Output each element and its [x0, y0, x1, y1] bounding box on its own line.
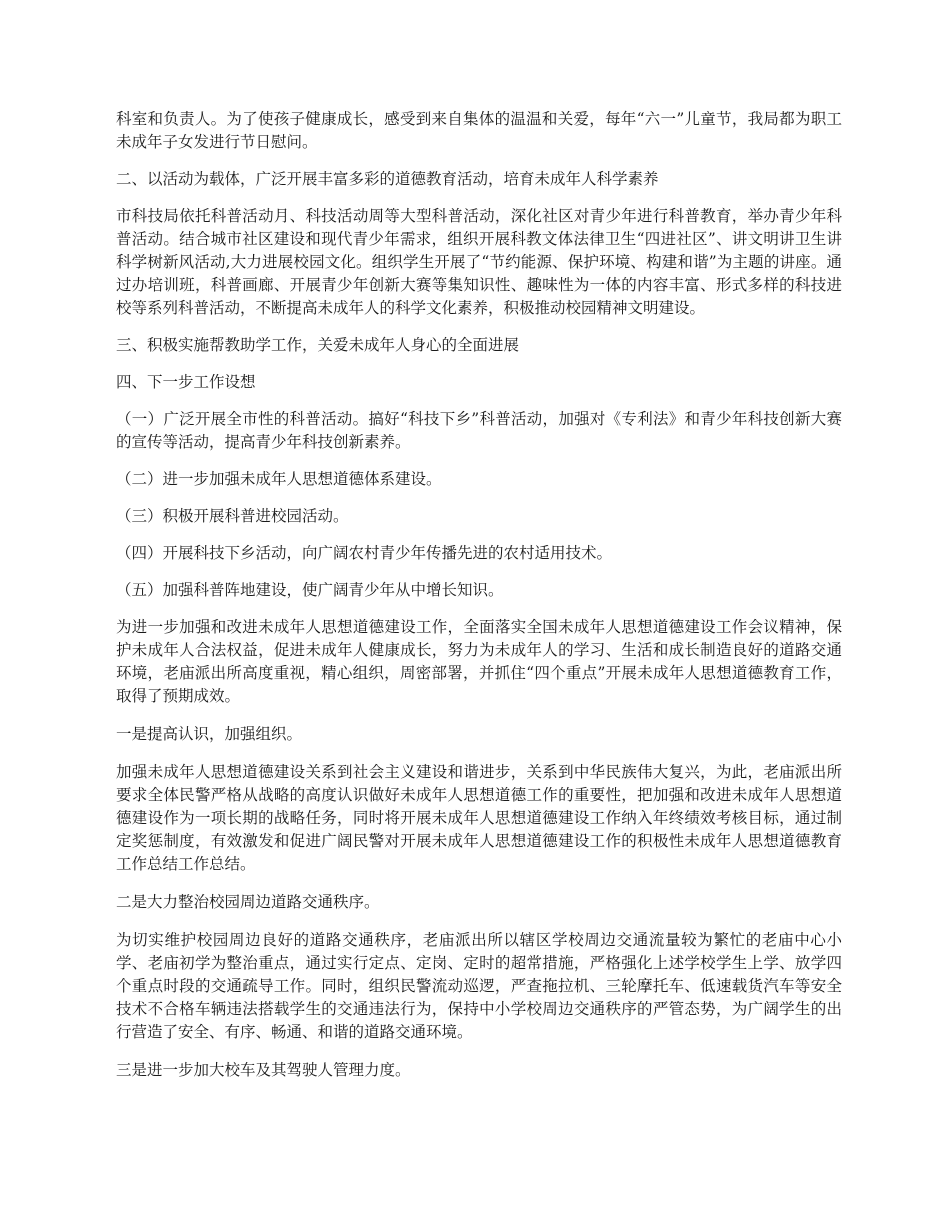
heading-section-2: 二、以活动为载体，广泛开展丰富多彩的道德教育活动，培育未成年人科学素养	[116, 170, 659, 188]
paragraph-child-care: 科室和负责人。为了使孩子健康成长，感受到来自集体的温温和关爱，每年“六一”儿童节，我局都为职工未成年子女发进行节日慰问。	[116, 110, 842, 151]
plan-item-1: （一）广泛开展全市性的科普活动。搞好“科技下乡”科普活动，加强对《专利法》和青少年科技创新大赛的宣传等活动，提高青少年科技创新素养。	[116, 410, 842, 451]
heading-section-4: 四、下一步工作设想	[116, 373, 256, 391]
heading-section-3: 三、积极实施帮教助学工作，关爱未成年人身心的全面进展	[116, 336, 520, 354]
heading-point-2: 二是大力整治校园周边道路交通秩序。	[116, 893, 380, 911]
plan-item-5: （五）加强科普阵地建设，使广阔青少年从中增长知识。	[116, 581, 504, 599]
heading-point-3: 三是进一步加大校车及其驾驶人管理力度。	[116, 1061, 411, 1079]
document-body	[116, 108, 842, 1082]
plan-item-2: （二）进一步加强未成年人思想道德体系建设。	[116, 470, 442, 488]
plan-item-3: （三）积极开展科普进校园活动。	[116, 507, 349, 525]
plan-item-4: （四）开展科技下乡活动，向广阔农村青少年传播先进的农村适用技术。	[116, 544, 613, 562]
paragraph-science-activities: 市科技局依托科普活动月、科技活动周等大型科普活动，深化社区对青少年进行科普教育，举办青少年科普活动。结合城市社区建设和现代青少年需求，组织开展科教文体法律卫生“四进社区”、讲文明讲卫生讲科学树新风活动,大力进展校园文化。组织学生开展了“节约能源、保护环境、构建和谐”为主题的讲座。通过办培训班，科普画廊、开展青少年创新大赛等集知识性、趣味性为一体的内容丰富、形式多样的科技进校等系列科普活动，不断提高未成年人的科学文化素养，积极推动校园精神文明建设。	[116, 207, 842, 317]
heading-point-1: 一是提高认识，加强组织。	[116, 725, 303, 743]
paragraph-police-intro: 为进一步加强和改进未成年人思想道德建设工作，全面落实全国未成年人思想道德建设工作会议精神，保护未成年人合法权益，促进未成年人健康成长，努力为未成年人的学习、生活和成长制造良好的道路交通环境，老庙派出所高度重视，精心组织，周密部署，并抓住“四个重点”开展未成年人思想道德教育工作，取得了预期成效。	[116, 618, 842, 705]
paragraph-point-2: 为切实维护校园周边良好的道路交通秩序，老庙派出所以辖区学校周边交通流量较为繁忙的老庙中心小学、老庙初学为整治重点，通过实行定点、定岗、定时的超常措施，严格强化上述学校学生上学、放学四个重点时段的交通疏导工作。同时，组织民警流动巡逻，严查拖拉机、三轮摩托车、低速载货汽车等安全技术不合格车辆违法搭载学生的交通违法行为，保持中小学校周边交通秩序的严管态势，为广阔学生的出行营造了安全、有序、畅通、和谐的道路交通环境。	[116, 931, 842, 1041]
paragraph-point-1: 加强未成年人思想道德建设关系到社会主义建设和谐进步，关系到中华民族伟大复兴，为此，老庙派出所要求全体民警严格从战略的高度认识做好未成年人思想道德工作的重要性，把加强和改进未成年人思想道德建设作为一项长期的战略任务，同时将开展未成年人思想道德建设工作纳入年终绩效考核目标，通过制定奖惩制度，有效激发和促进广阔民警对开展未成年人思想道德建设工作的积极性未成年人思想道德教育工作总结工作总结。	[116, 763, 842, 873]
